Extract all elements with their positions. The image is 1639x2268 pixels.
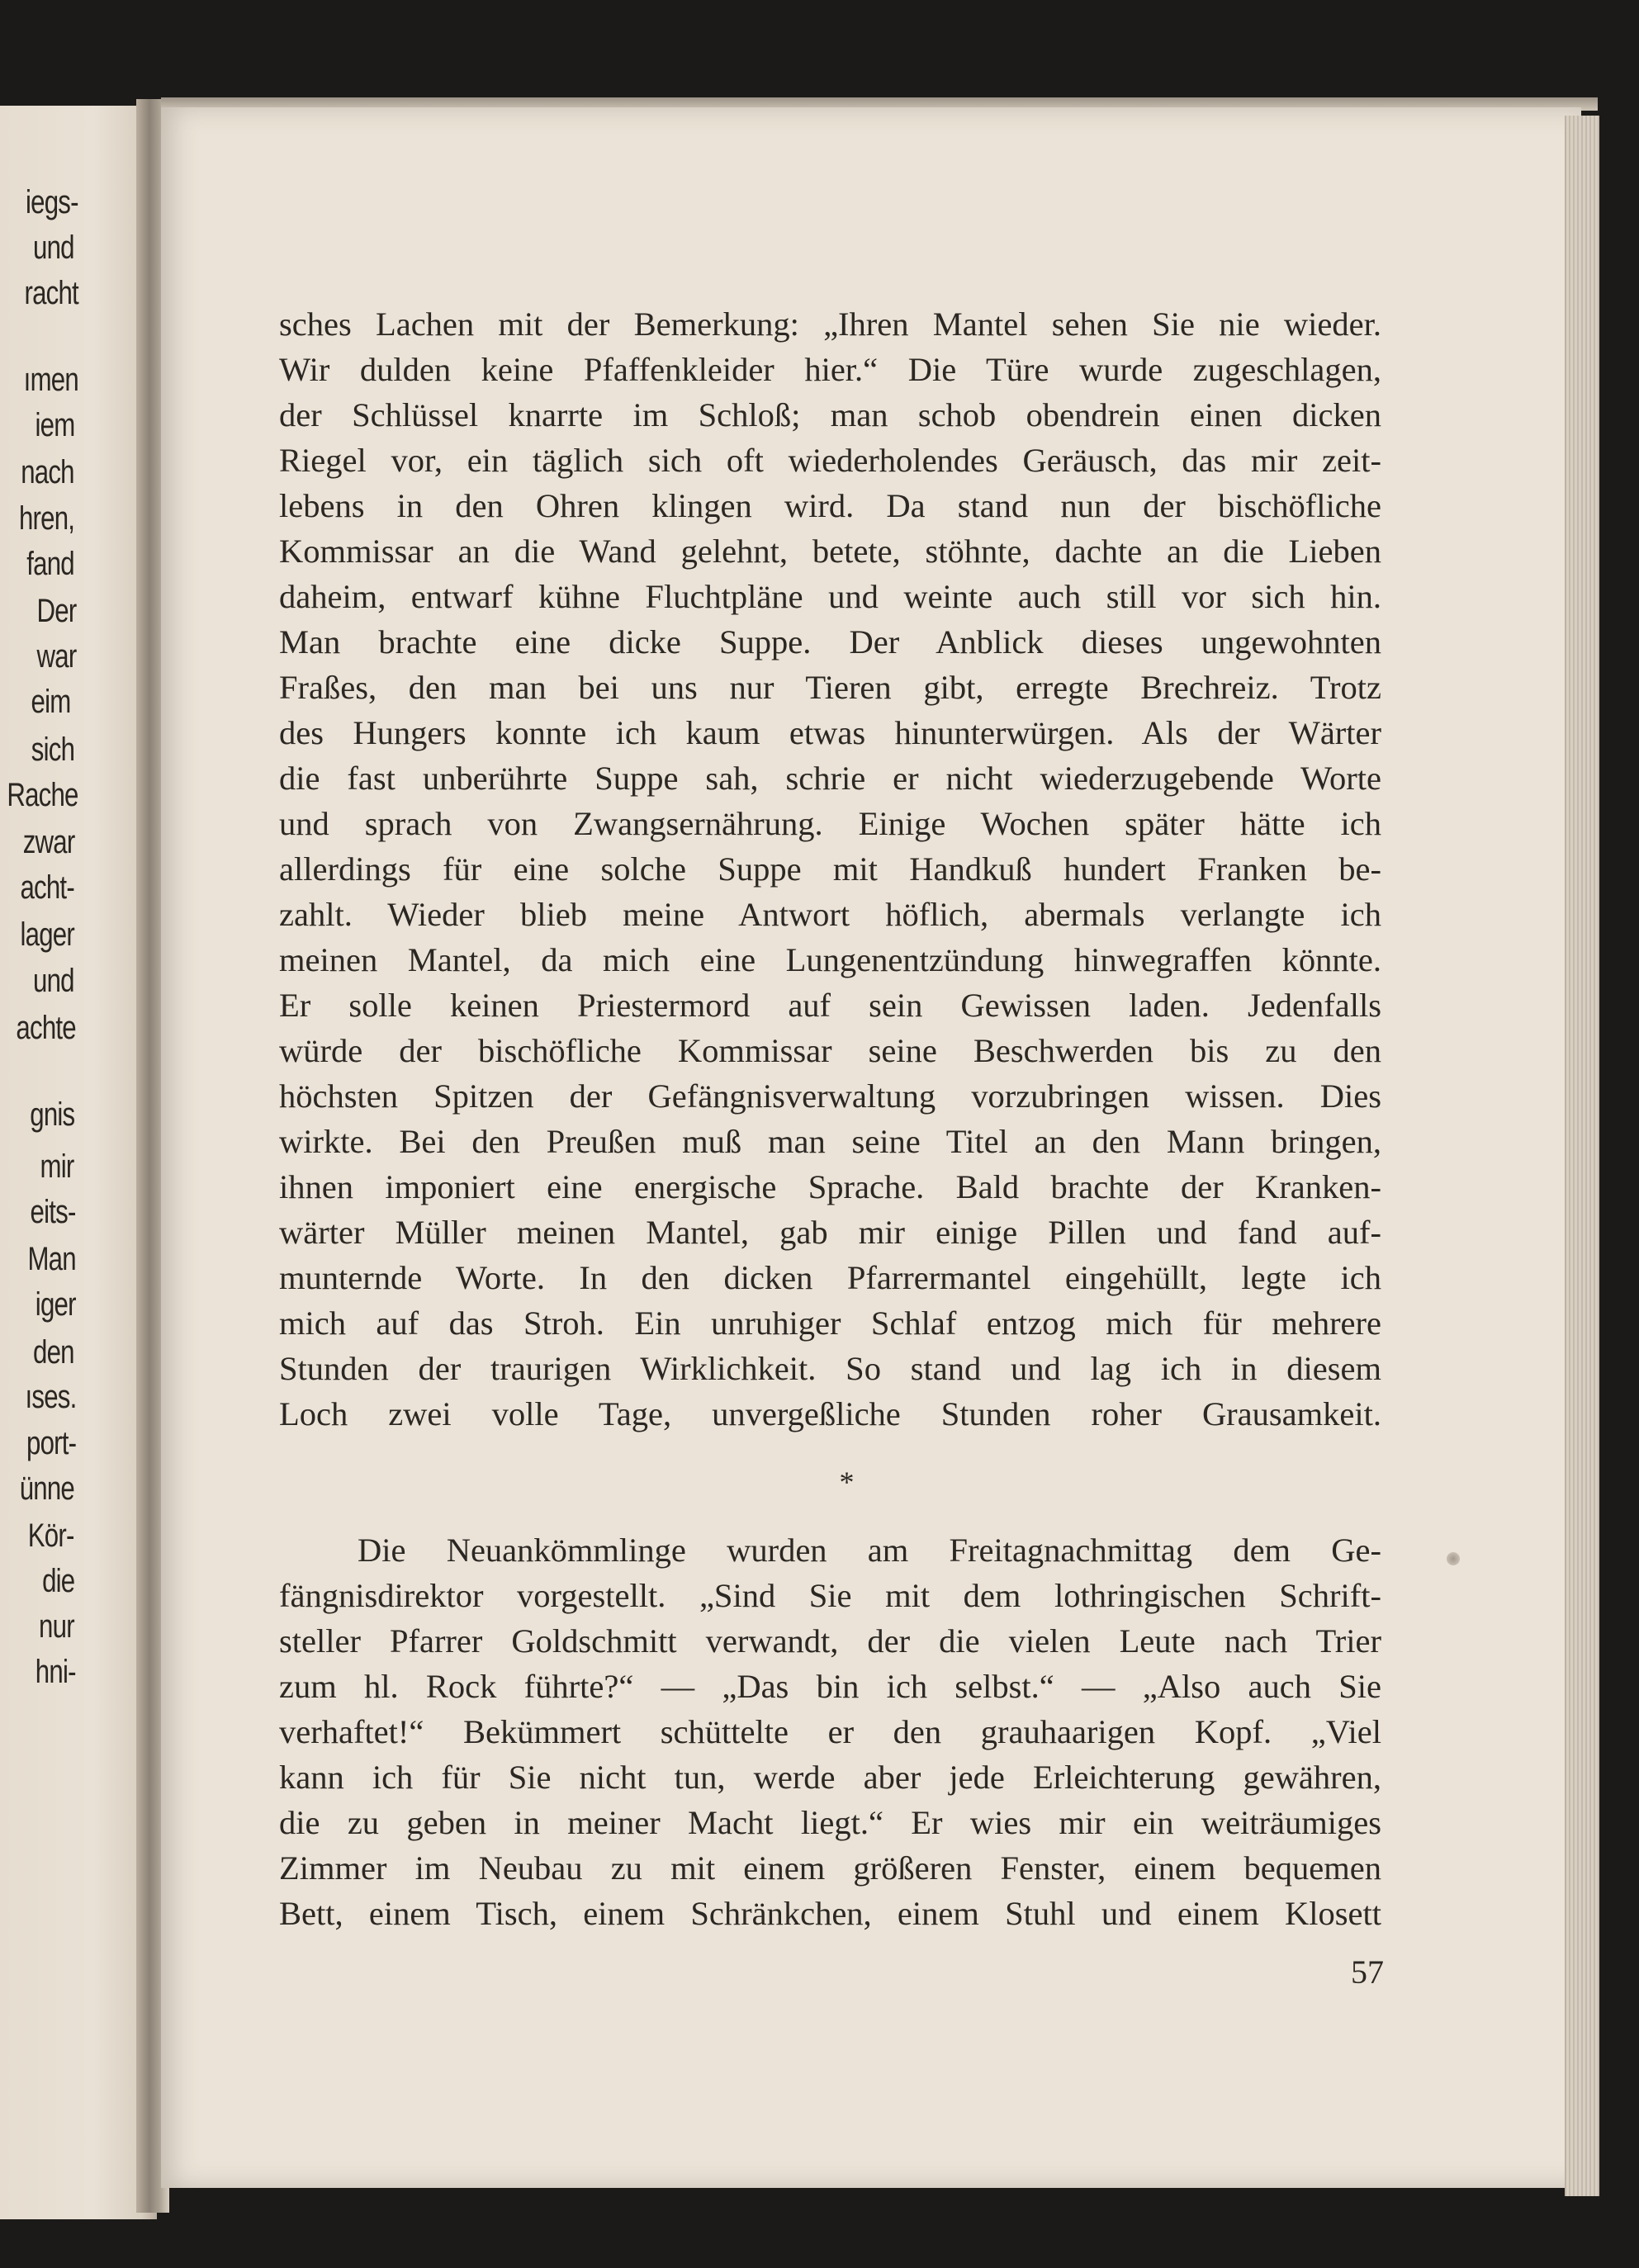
left-page-fragment: iem (35, 407, 74, 443)
paragraph-2 (279, 1527, 1381, 1936)
main-text-block (279, 301, 1381, 1936)
left-page-fragment: eim (31, 684, 70, 720)
text-line: mich auf das Stroh. Ein unruhiger Schlaf entzog mich für mehrere (279, 1304, 1381, 1342)
left-page-fragment: Rache (7, 777, 78, 813)
text-line: die zu geben in meiner Macht liegt.“ Er wies mir ein weiträumiges (279, 1804, 1381, 1841)
text-line: fängnisdirektor vorgestellt. „Sind Sie mit dem lothringischen Schrift- (279, 1577, 1381, 1614)
text-line: meinen Mantel, da mich eine Lungenentzündung hinwegraffen könnte. (279, 941, 1381, 978)
text-line: wirkte. Bei den Preußen muß man seine Titel an den Mann bringen, (279, 1123, 1381, 1160)
text-line: zum hl. Rock führte?“ — „Das bin ich selbst.“ — „Also auch Sie (279, 1668, 1381, 1705)
left-page-fragment: Der (36, 593, 76, 629)
text-line: Man brachte eine dicke Suppe. Der Anblick dieses ungewohnten (279, 623, 1381, 661)
text-line: steller Pfarrer Goldschmitt verwandt, der die vielen Leute nach Trier (279, 1622, 1381, 1660)
text-line: des Hungers konnte ich kaum etwas hinunterwürgen. Als der Wärter (279, 714, 1381, 751)
left-page-fragment: achte (16, 1010, 76, 1046)
left-page-fragment: und (33, 963, 74, 999)
left-page-fragment: und (33, 230, 74, 266)
page-stack-edge (1565, 116, 1599, 2196)
text-line: ihnen imponiert eine energische Sprache. Bald brachte der Kranken- (279, 1168, 1381, 1205)
text-line: allerdings für eine solche Suppe mit Handkuß hundert Franken be- (279, 850, 1381, 888)
left-page-fragment: eits- (30, 1194, 76, 1230)
text-line: Riegel vor, ein täglich sich oft wiederholendes Geräusch, das mir zeit- (279, 442, 1381, 479)
left-page-fragment: iger (36, 1286, 76, 1323)
left-page-fragment: fand (26, 546, 74, 582)
left-page-fragment: Kör- (28, 1518, 74, 1554)
left-page-fragment: acht- (20, 869, 74, 906)
left-page-text-fragments (0, 106, 132, 2219)
left-page-fragment: war (36, 638, 76, 675)
left-page-fragment: ünne (19, 1470, 74, 1507)
left-page-fragment: die (41, 1563, 74, 1599)
text-line: Fraßes, den man bei uns nur Tieren gibt, erregte Brechreiz. Trotz (279, 669, 1381, 706)
section-separator: * (839, 1465, 855, 1499)
paper-stain (1447, 1552, 1460, 1565)
left-page-fragment: hren, (18, 500, 74, 537)
text-line: kann ich für Sie nicht tun, werde aber jede Erleichterung gewähren, (279, 1759, 1381, 1796)
left-page-fragment: port- (26, 1425, 76, 1461)
text-line: zahlt. Wieder blieb meine Antwort höflich, abermals verlangte ich (279, 896, 1381, 933)
left-page-fragment: lager (20, 916, 74, 953)
text-line: verhaftet!“ Bekümmert schüttelte er den grauhaarigen Kopf. „Viel (279, 1713, 1381, 1750)
left-page-fragment: den (33, 1334, 74, 1371)
page-number: 57 (1351, 1953, 1384, 1991)
text-line: und sprach von Zwangsernährung. Einige Wochen später hätte ich (279, 805, 1381, 842)
text-line: Er solle keinen Priestermord auf sein Gewissen laden. Jedenfalls (279, 987, 1381, 1024)
left-page-fragment: gnis (29, 1096, 74, 1133)
text-line: Zimmer im Neubau zu mit einem größeren Fenster, einem bequemen (279, 1849, 1381, 1887)
text-line: Die Neuankömmlinge wurden am Freitagnachmittag dem Ge- (358, 1532, 1381, 1569)
text-line: würde der bischöfliche Kommissar seine Beschwerden bis zu den (279, 1032, 1381, 1069)
text-line: Stunden der traurigen Wirklichkeit. So stand und lag ich in diesem (279, 1350, 1381, 1387)
left-page-fragment: nur (39, 1608, 74, 1645)
left-page-fragment: ıses. (25, 1379, 76, 1415)
left-page (0, 106, 157, 2219)
left-page-fragment: sich (31, 732, 74, 768)
left-page-fragment: nach (21, 454, 74, 490)
text-line: Wir dulden keine Pfaffenkleider hier.“ Die Türe wurde zugeschlagen, (279, 351, 1381, 388)
text-line: höchsten Spitzen der Gefängnisverwaltung vorzubringen wissen. Dies (279, 1077, 1381, 1115)
paragraph-1 (279, 301, 1381, 1437)
left-page-fragment: ımen (23, 362, 78, 398)
text-line: Loch zwei volle Tage, unvergeßliche Stunden roher Grausamkeit. (279, 1395, 1381, 1432)
left-page-fragment: iegs- (26, 184, 78, 220)
text-line: munternde Worte. In den dicken Pfarrermantel eingehüllt, legte ich (279, 1259, 1381, 1296)
left-page-fragment: mir (40, 1148, 74, 1185)
text-line: der Schlüssel knarrte im Schloß; man schob obendrein einen dicken (279, 396, 1381, 433)
text-line: lebens in den Ohren klingen wird. Da stand nun der bischöfliche (279, 487, 1381, 524)
left-page-fragment: Man (27, 1241, 76, 1277)
text-line: daheim, entwarf kühne Fluchtpläne und weinte auch still vor sich hin. (279, 578, 1381, 615)
left-page-fragment: zwar (22, 824, 74, 860)
text-line: die fast unberührte Suppe sah, schrie er nicht wiederzugebende Worte (279, 760, 1381, 797)
left-page-fragment: hni- (36, 1654, 76, 1690)
left-page-fragment: racht (24, 275, 78, 311)
text-line: sches Lachen mit der Bemerkung: „Ihren Mantel sehen Sie nie wieder. (279, 305, 1381, 343)
text-line: Kommissar an die Wand gelehnt, betete, stöhnte, dachte an die Lieben (279, 533, 1381, 570)
text-line: wärter Müller meinen Mantel, gab mir einige Pillen und fand auf- (279, 1214, 1381, 1251)
text-line: Bett, einem Tisch, einem Schränkchen, einem Stuhl und einem Klosett (279, 1895, 1381, 1932)
